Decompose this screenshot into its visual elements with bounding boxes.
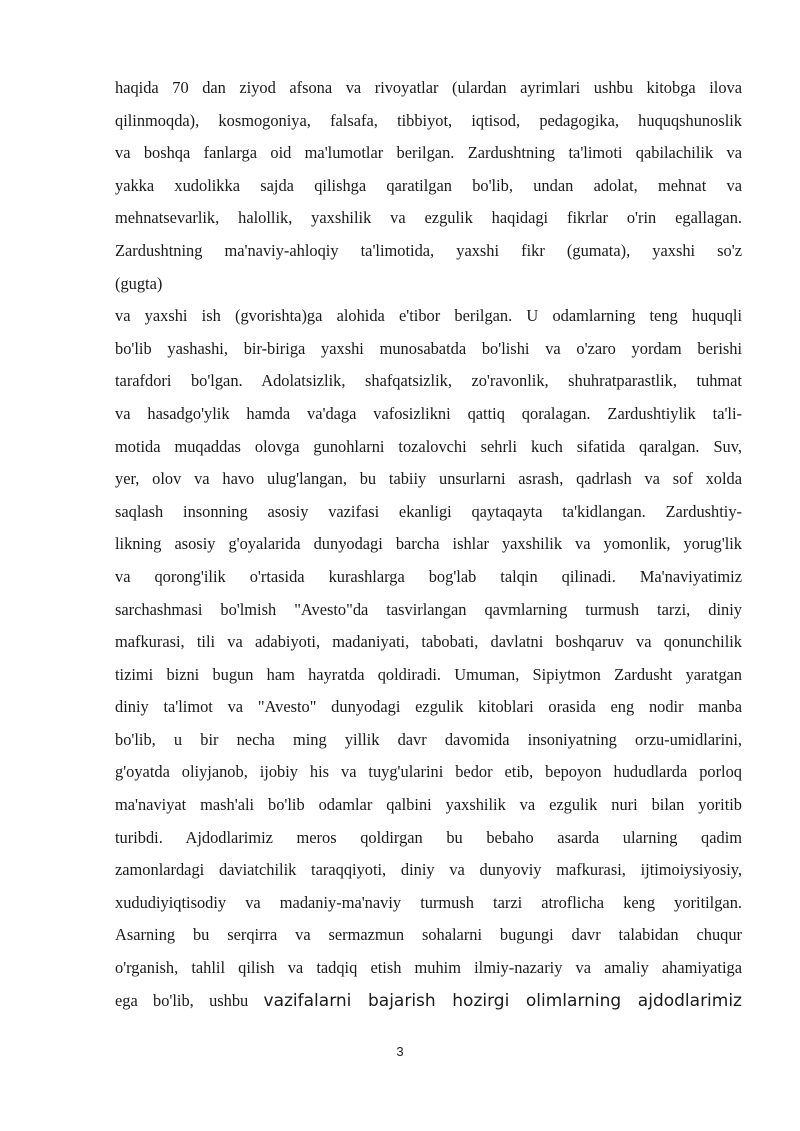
text-line: mehnatsevarlik, halollik, yaxshilik va ezgulik haqidagi fikrlar o'rin egallagan. bbox=[115, 208, 742, 228]
text-line: g'oyatda oliyjanob, ijobiy his va tuyg'ularini bedor etib, bepoyon hududlarda porloq bbox=[115, 762, 742, 782]
text-line: saqlash insonning asosiy vazifasi ekanligi qaytaqayta ta'kidlangan. Zardushtiy- bbox=[115, 501, 742, 521]
text-line: likning asosiy g'oyalarida dunyodagi barcha ishlar yaxshilik va yomonlik, yorug'lik bbox=[115, 534, 742, 554]
text-line: motida muqaddas olovga gunohlarni tozalovchi sehrli kuch sifatida qaralgan. Suv, bbox=[115, 436, 742, 456]
text-line-final bbox=[115, 985, 742, 1018]
text-line: va boshqa fanlarga oid ma'lumotlar berilgan. Zardushtning ta'limoti qabilachilik va bbox=[115, 143, 742, 163]
text-line: tarafdori bo'lgan. Adolatsizlik, shafqatsizlik, zo'ravonlik, shuhratparastlik, tuhmat bbox=[115, 371, 742, 391]
text-line: qilinmoqda), kosmogoniya, falsafa, tibbiyot, iqtisod, pedagogika, huquqshunoslik bbox=[115, 110, 742, 130]
final-line-end: vazifalarni bajarish hozirgi olimlarning ajdodlarimiz bbox=[263, 990, 742, 1011]
text-line: zamonlardagi daviatchilik taraqqiyoti, diniy va dunyoviy mafkurasi, ijtimoiysiyosiy, bbox=[115, 860, 742, 880]
text-line: ma'naviyat mash'ali bo'lib odamlar qalbini yaxshilik va ezgulik nuri bilan yoritib bbox=[115, 795, 742, 815]
document-body bbox=[115, 72, 742, 1017]
text-line: diniy ta'limot va "Avesto" dunyodagi ezgulik kitoblari orasida eng nodir manba bbox=[115, 697, 742, 717]
text-line: xududiyiqtisodiy va madaniy-ma'naviy turmush tarzi atroflicha keng yoritilgan. bbox=[115, 892, 742, 912]
text-line: mafkurasi, tili va adabiyoti, madaniyati, tabobati, davlatni boshqaruv va qonunchilik bbox=[115, 632, 742, 652]
text-line: turibdi. Ajdodlarimiz meros qoldirgan bu bebaho asarda ularning qadim bbox=[115, 827, 742, 847]
text-line: bo'lib, u bir necha ming yillik davr davomida insoniyatning orzu-umidlarini, bbox=[115, 729, 742, 749]
text-line: yakka xudolikka sajda qilishga qaratilgan bo'lib, undan adolat, mehnat va bbox=[115, 175, 742, 195]
text-line: Asarning bu serqirra va sermazmun sohalarni bugungi davr talabidan chuqur bbox=[115, 925, 742, 945]
text-line: Zardushtning ma'naviy-ahloqiy ta'limotida, yaxshi fikr (gumata), yaxshi so'z bbox=[115, 240, 742, 260]
text-line: sarchashmasi bo'lmish "Avesto"da tasvirlangan qavmlarning turmush tarzi, diniy bbox=[115, 599, 742, 619]
text-line: va qorong'ilik o'rtasida kurashlarga bog'lab talqin qilinadi. Ma'naviyatimiz bbox=[115, 566, 742, 586]
text-line: va yaxshi ish (gvorishta)ga alohida e'tibor berilgan. U odamlarning teng huquqli bbox=[115, 306, 742, 326]
text-line: bo'lib yashashi, bir-biriga yaxshi munosabatda bo'lishi va o'zaro yordam berishi bbox=[115, 338, 742, 358]
page-number: 3 bbox=[396, 1044, 404, 1059]
final-line-start: ega bo'lib, ushbu bbox=[115, 990, 264, 1010]
text-line: (gugta) bbox=[115, 273, 163, 293]
text-line: tizimi bizni bugun ham hayratda qoldiradi. Umuman, Sipiytmon Zardusht yaratgan bbox=[115, 664, 742, 684]
text-line: o'rganish, tahlil qilish va tadqiq etish muhim ilmiy-nazariy va amaliy ahamiyatiga bbox=[115, 958, 742, 978]
text-line: yer, olov va havo ulug'langan, bu tabiiy unsurlarni asrash, qadrlash va sof xolda bbox=[115, 469, 742, 489]
text-line: haqida 70 dan ziyod afsona va rivoyatlar (ulardan ayrimlari ushbu kitobga ilova bbox=[115, 78, 742, 97]
text-line: va hasadgo'ylik hamda va'daga vafosizlikni qattiq qoralagan. Zardushtiylik ta'li- bbox=[115, 403, 742, 423]
